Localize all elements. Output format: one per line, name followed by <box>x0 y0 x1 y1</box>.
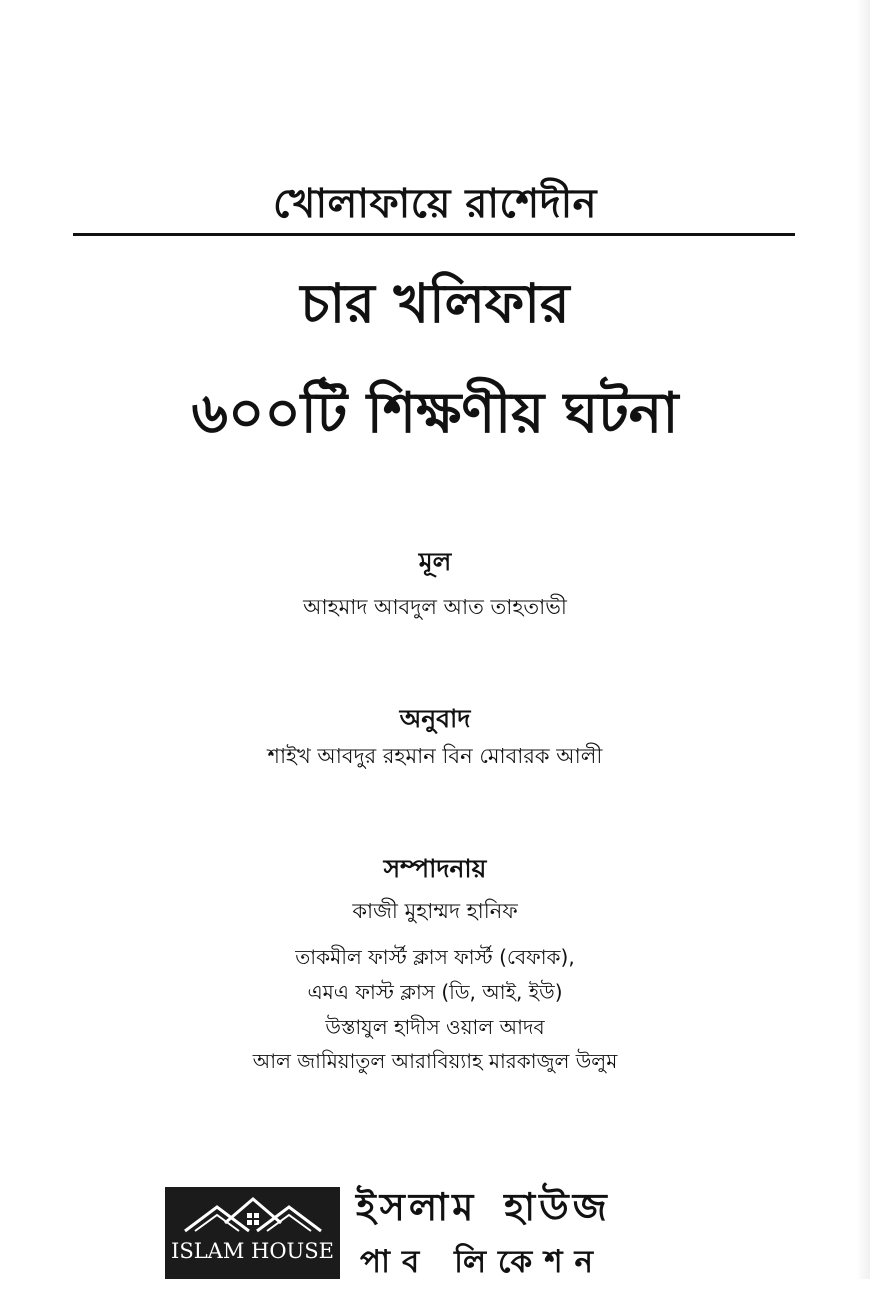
editor-name: কাজী মুহাম্মদ হানিফ <box>352 899 518 923</box>
editor-credential: তাকমীল ফার্স্ট ক্লাস ফার্স্ট (বেফাক), <box>295 945 575 969</box>
original-label: মূল <box>418 547 452 576</box>
series-title: খোলাফায়ে রাশেদীন <box>272 181 598 227</box>
author-name: আহমাদ আবদুল আত তাহতাভী <box>303 595 567 619</box>
translator-name: শাইখ আবদুর রহমান বিন মোবারক আলী <box>267 744 603 768</box>
publisher-logo-text: ISLAM HOUSE <box>171 1239 334 1263</box>
title-divider <box>73 233 795 236</box>
publisher-logo <box>165 1187 340 1279</box>
publisher-name: ইসলাম হাউজ <box>356 1185 611 1229</box>
translation-label: অনুবাদ <box>399 704 471 733</box>
editor-credential: উস্তাযুল হাদীস ওয়াল আদব <box>325 1015 545 1039</box>
editor-credential: এমএ ফাস্ট ক্লাস (ডি, আই, ইউ) <box>307 980 563 1004</box>
editor-credential: আল জামিয়াতুল আরাবিয়্যাহ মারকাজুল উলুম <box>252 1049 618 1073</box>
house-roof-logo-icon <box>165 1187 340 1243</box>
editing-label: সম্পাদনায় <box>383 854 487 883</box>
book-title-line-1: চার খলিফার <box>300 272 570 335</box>
publisher-subtitle: পাব লিকেশন <box>360 1244 606 1280</box>
book-title-line-2: ৬০০টি শিক্ষণীয় ঘটনা <box>191 381 679 446</box>
